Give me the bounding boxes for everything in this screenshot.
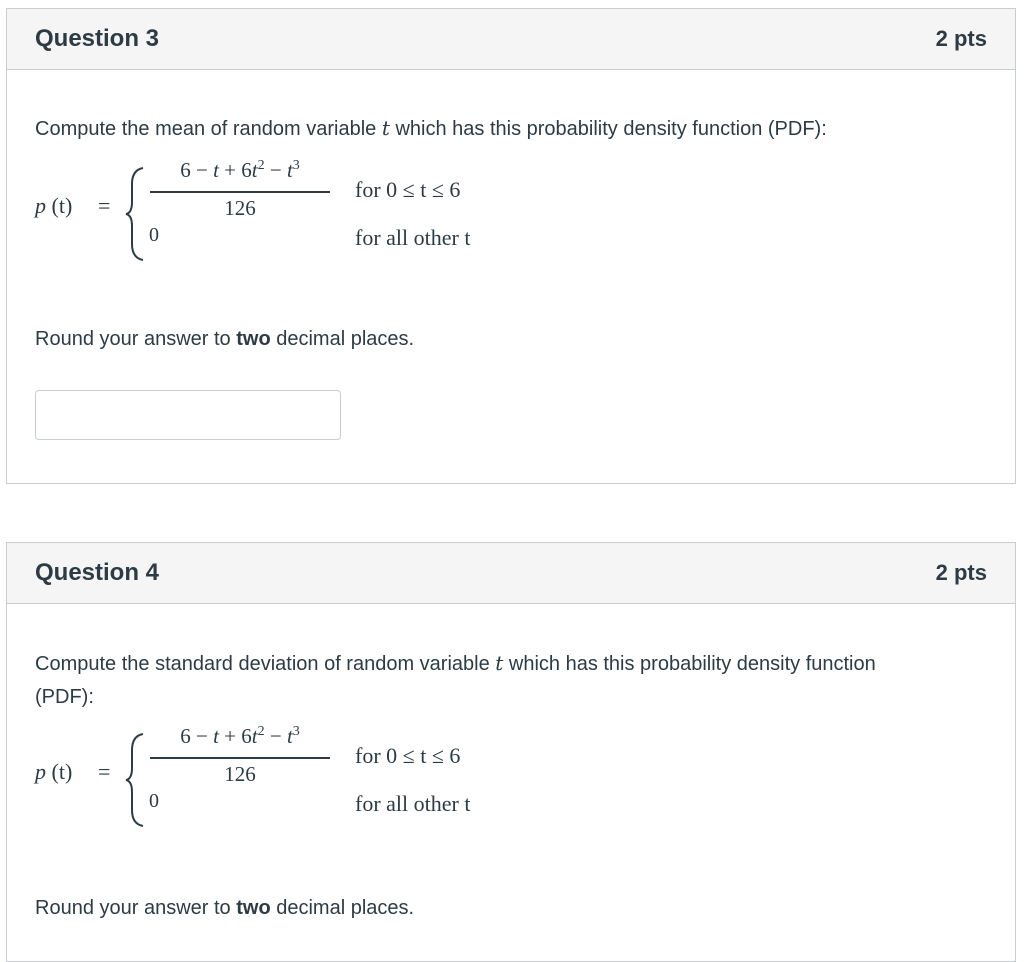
- answer-input[interactable]: [35, 390, 341, 440]
- fraction-line: [150, 757, 330, 759]
- condition-other: for all other t: [355, 791, 471, 816]
- rounding-instruction: Round your answer to two decimal places.: [35, 328, 415, 350]
- left-brace-icon: [123, 164, 147, 264]
- fraction-denominator: 126: [224, 762, 256, 786]
- formula-lhs: p (t): [35, 759, 73, 784]
- question-card: [6, 542, 1016, 962]
- question-header: [7, 543, 1015, 604]
- formula-lhs: p (t): [35, 193, 73, 218]
- question-card: [6, 8, 1016, 484]
- fraction-numerator: $6 - t + 6t^2 - t^3$: [180, 158, 300, 182]
- question-header: [7, 9, 1015, 70]
- fraction-numerator: $6 - t + 6t^2 - t^3$: [180, 724, 300, 748]
- question-title: Question 3: [35, 25, 160, 52]
- fraction-denominator: 126: [224, 196, 256, 220]
- question-title: Question 4: [35, 559, 160, 586]
- question-points: 2 pts: [935, 26, 987, 51]
- question-points: 2 pts: [935, 560, 987, 585]
- case-zero: 0: [149, 224, 159, 246]
- condition-range: for 0 ≤ t ≤ 6: [355, 177, 461, 202]
- question-prompt: Compute the standard deviation of random variable t which has this probability density function (PDF):: [35, 651, 876, 708]
- rounding-instruction: Round your answer to two decimal places.: [35, 897, 415, 919]
- left-brace-icon: [123, 730, 147, 830]
- case-zero: 0: [149, 790, 159, 812]
- equals-sign: =: [98, 193, 111, 218]
- variable: t: [381, 116, 390, 140]
- equals-sign: =: [98, 759, 111, 784]
- fraction-line: [150, 191, 330, 193]
- pdf-formula: [35, 158, 555, 264]
- pdf-formula: [35, 724, 555, 830]
- condition-other: for all other t: [355, 225, 471, 250]
- variable: t: [495, 651, 504, 675]
- question-prompt: Compute the mean of random variable t which has this probability density function (PDF):: [35, 116, 827, 140]
- condition-range: for 0 ≤ t ≤ 6: [355, 743, 461, 768]
